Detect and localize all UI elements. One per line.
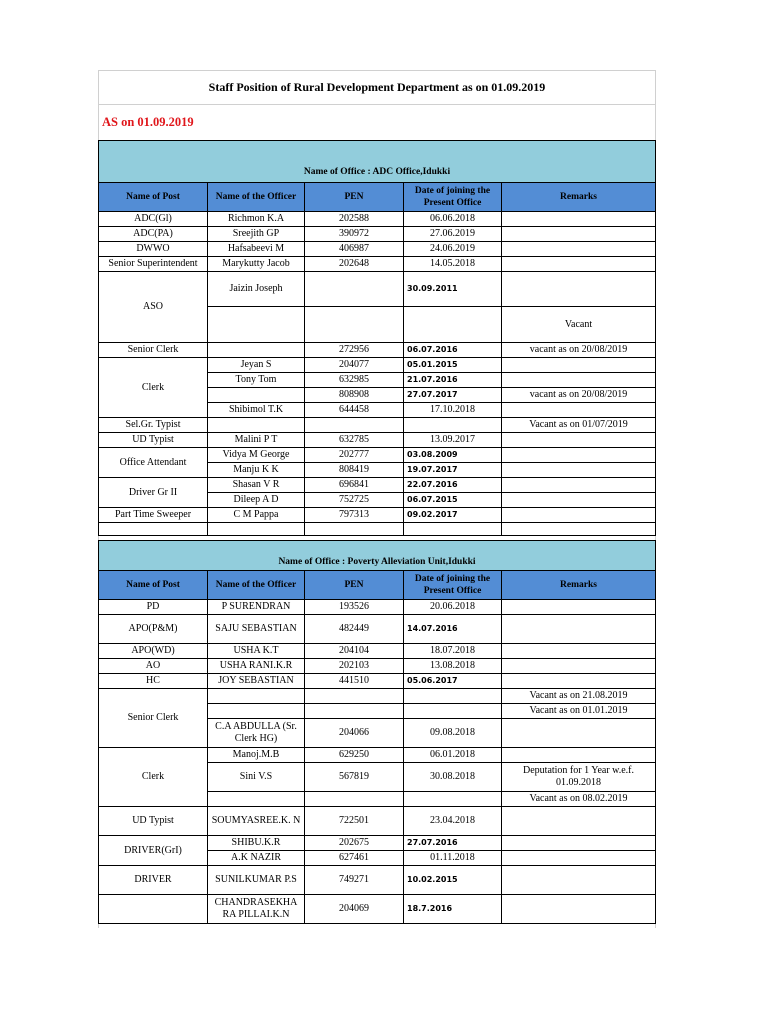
officer-cell: USHA RANI.K.R: [208, 659, 305, 674]
table-row: [99, 212, 656, 227]
post-cell: AO: [99, 659, 208, 674]
table-row: [99, 836, 656, 851]
officer-cell: Sreejith GP: [208, 227, 305, 242]
pen-cell: 204077: [305, 358, 404, 373]
table-row: [99, 242, 656, 257]
doj-cell: 13.09.2017: [404, 433, 502, 448]
remarks-cell: Vacant as on 01.01.2019: [502, 704, 656, 719]
doj-cell: 30.08.2018: [404, 763, 502, 792]
post-cell: APO(WD): [99, 644, 208, 659]
remarks-cell: [502, 257, 656, 272]
officer-cell: Jaizin Joseph: [208, 272, 305, 307]
adc-office-table: [98, 140, 656, 536]
table-row: [99, 227, 656, 242]
remarks-cell: [502, 851, 656, 866]
doj-cell: 22.07.2016: [404, 478, 502, 493]
remarks-cell: Vacant as on 08.02.2019: [502, 792, 656, 807]
pen-cell: 722501: [305, 807, 404, 836]
officer-cell: Malini P T: [208, 433, 305, 448]
pen-cell: 202675: [305, 836, 404, 851]
pen-cell: 204066: [305, 719, 404, 748]
doj-cell: 09.02.2017: [404, 508, 502, 523]
doj-cell: 03.08.2009: [404, 448, 502, 463]
remarks-cell: [502, 463, 656, 478]
officer-cell: P SURENDRAN: [208, 600, 305, 615]
remarks-cell: [502, 600, 656, 615]
officer-cell: Jeyan S: [208, 358, 305, 373]
post-cell: ADC(PA): [99, 227, 208, 242]
officer-cell: Tony Tom: [208, 373, 305, 388]
doj-cell: 01.11.2018: [404, 851, 502, 866]
table-row: [99, 418, 656, 433]
remarks-cell: [502, 373, 656, 388]
doj-cell: 10.02.2015: [404, 866, 502, 895]
doj-cell: [404, 792, 502, 807]
doj-cell: 21.07.2016: [404, 373, 502, 388]
doj-cell: [404, 307, 502, 343]
doj-cell: 05.01.2015: [404, 358, 502, 373]
pen-cell: 193526: [305, 600, 404, 615]
officer-cell: SHIBU.K.R: [208, 836, 305, 851]
remarks-cell: [502, 748, 656, 763]
remarks-cell: [502, 719, 656, 748]
officer-cell: C M Pappa: [208, 508, 305, 523]
pen-cell: [305, 704, 404, 719]
remarks-cell: [502, 836, 656, 851]
officer-cell: SAJU SEBASTIAN: [208, 615, 305, 644]
post-cell: UD Typist: [99, 807, 208, 836]
doj-cell: 06.07.2016: [404, 343, 502, 358]
pen-cell: 627461: [305, 851, 404, 866]
officer-cell: [208, 689, 305, 704]
table-row: [99, 343, 656, 358]
post-cell: Clerk: [99, 748, 208, 807]
officer-cell: CHANDRASEKHA RA PILLAI.K.N: [208, 895, 305, 924]
header-pen: PEN: [305, 183, 404, 212]
doj-cell: 18.7.2016: [404, 895, 502, 924]
post-cell: [99, 895, 208, 924]
remarks-cell: [502, 433, 656, 448]
post-cell: Senior Superintendent: [99, 257, 208, 272]
officer-cell: [208, 307, 305, 343]
office-name-row: [99, 541, 656, 571]
remarks-cell: [502, 227, 656, 242]
pen-cell: 272956: [305, 343, 404, 358]
table-row: [99, 895, 656, 924]
remarks-cell: Vacant as on 01/07/2019: [502, 418, 656, 433]
doj-cell: 23.04.2018: [404, 807, 502, 836]
remarks-cell: [502, 272, 656, 307]
table-row: [99, 272, 656, 307]
table-row: [99, 448, 656, 463]
pen-cell: 632985: [305, 373, 404, 388]
doj-cell: 06.06.2018: [404, 212, 502, 227]
post-cell: APO(P&M): [99, 615, 208, 644]
officer-cell: Shibimol T.K: [208, 403, 305, 418]
as-on-date: AS on 01.09.2019: [102, 114, 194, 129]
post-cell: Office Attendant: [99, 448, 208, 478]
remarks-cell: [502, 674, 656, 689]
officer-cell: SOUMYASREE.K. N: [208, 807, 305, 836]
table-row: [99, 478, 656, 493]
post-cell: HC: [99, 674, 208, 689]
post-cell: Clerk: [99, 358, 208, 418]
remarks-cell: [502, 358, 656, 373]
office-name: Name of Office : Poverty Alleviation Unit,Idukki: [99, 541, 656, 571]
remarks-cell: [502, 866, 656, 895]
officer-cell: [208, 704, 305, 719]
pen-cell: [305, 418, 404, 433]
remarks-cell: [502, 478, 656, 493]
doj-cell: 27.07.2017: [404, 388, 502, 403]
pen-cell: 629250: [305, 748, 404, 763]
post-cell: Driver Gr II: [99, 478, 208, 508]
remarks-cell: [502, 807, 656, 836]
post-cell: ASO: [99, 272, 208, 343]
remarks-cell: [502, 448, 656, 463]
doj-cell: 09.08.2018: [404, 719, 502, 748]
officer-cell: Marykutty Jacob: [208, 257, 305, 272]
remarks-cell: Deputation for 1 Year w.e.f. 01.09.2018: [502, 763, 656, 792]
pen-cell: 202648: [305, 257, 404, 272]
officer-cell: USHA K.T: [208, 644, 305, 659]
pen-cell: 749271: [305, 866, 404, 895]
table-row: [99, 659, 656, 674]
officer-cell: A.K NAZIR: [208, 851, 305, 866]
post-cell: Senior Clerk: [99, 689, 208, 748]
table-row: [99, 615, 656, 644]
header-post: Name of Post: [99, 183, 208, 212]
header-officer: Name of the Officer: [208, 183, 305, 212]
doj-cell: 13.08.2018: [404, 659, 502, 674]
post-cell: DWWO: [99, 242, 208, 257]
doj-cell: 06.01.2018: [404, 748, 502, 763]
post-cell: Sel.Gr. Typist: [99, 418, 208, 433]
table-row: [99, 433, 656, 448]
pen-cell: 204104: [305, 644, 404, 659]
table-row: [99, 866, 656, 895]
remarks-cell: [502, 493, 656, 508]
post-cell: DRIVER(GrI): [99, 836, 208, 866]
pen-cell: 390972: [305, 227, 404, 242]
remarks-cell: [502, 242, 656, 257]
officer-cell: Manoj.M.B: [208, 748, 305, 763]
pen-cell: [305, 307, 404, 343]
officer-cell: JOY SEBASTIAN: [208, 674, 305, 689]
officer-cell: Shasan V R: [208, 478, 305, 493]
remarks-cell: [502, 895, 656, 924]
poverty-alleviation-table: [98, 540, 656, 924]
header-officer: Name of the Officer: [208, 571, 305, 600]
pen-cell: 202588: [305, 212, 404, 227]
table-row: [99, 508, 656, 523]
officer-cell: [208, 418, 305, 433]
doj-cell: 19.07.2017: [404, 463, 502, 478]
officer-cell: Sini V.S: [208, 763, 305, 792]
pen-cell: 567819: [305, 763, 404, 792]
officer-cell: [208, 792, 305, 807]
officer-cell: Vidya M George: [208, 448, 305, 463]
pen-cell: 202777: [305, 448, 404, 463]
pen-cell: 482449: [305, 615, 404, 644]
pen-cell: 808419: [305, 463, 404, 478]
pen-cell: 752725: [305, 493, 404, 508]
remarks-cell: [502, 403, 656, 418]
pen-cell: 797313: [305, 508, 404, 523]
spacer-row: [99, 141, 656, 163]
header-post: Name of Post: [99, 571, 208, 600]
pen-cell: 696841: [305, 478, 404, 493]
pen-cell: [305, 689, 404, 704]
remarks-cell: [502, 644, 656, 659]
pen-cell: 441510: [305, 674, 404, 689]
pen-cell: 204069: [305, 895, 404, 924]
doj-cell: [404, 689, 502, 704]
officer-cell: Hafsabeevi M: [208, 242, 305, 257]
header-remarks: Remarks: [502, 571, 656, 600]
empty-row: [99, 523, 656, 536]
table-row: [99, 644, 656, 659]
remarks-cell: [502, 615, 656, 644]
table-row: [99, 748, 656, 763]
remarks-cell: vacant as on 20/08/2019: [502, 343, 656, 358]
post-cell: UD Typist: [99, 433, 208, 448]
post-cell: Senior Clerk: [99, 343, 208, 358]
doj-cell: 27.07.2016: [404, 836, 502, 851]
office-name: Name of Office : ADC Office,Idukki: [99, 163, 656, 183]
pen-cell: 406987: [305, 242, 404, 257]
doj-cell: 17.10.2018: [404, 403, 502, 418]
remarks-cell: Vacant as on 21.08.2019: [502, 689, 656, 704]
header-doj: Date of joining the Present Office: [404, 571, 502, 600]
pen-cell: 632785: [305, 433, 404, 448]
doj-cell: [404, 418, 502, 433]
officer-cell: [208, 388, 305, 403]
post-cell: PD: [99, 600, 208, 615]
doj-cell: 14.07.2016: [404, 615, 502, 644]
doj-cell: 24.06.2019: [404, 242, 502, 257]
pen-cell: [305, 792, 404, 807]
remarks-cell: [502, 212, 656, 227]
officer-cell: Manju K K: [208, 463, 305, 478]
doj-cell: 14.05.2018: [404, 257, 502, 272]
doj-cell: 20.06.2018: [404, 600, 502, 615]
pen-cell: 808908: [305, 388, 404, 403]
remarks-cell: [502, 508, 656, 523]
table-row: [99, 807, 656, 836]
doj-cell: 18.07.2018: [404, 644, 502, 659]
table-row: [99, 689, 656, 704]
doj-cell: 05.06.2017: [404, 674, 502, 689]
post-cell: Part Time Sweeper: [99, 508, 208, 523]
doj-cell: [404, 704, 502, 719]
table-row: [99, 358, 656, 373]
officer-cell: Dileep A D: [208, 493, 305, 508]
page-title: Staff Position of Rural Development Department as on 01.09.2019: [98, 70, 656, 105]
doj-cell: 06.07.2015: [404, 493, 502, 508]
officer-cell: Richmon K.A: [208, 212, 305, 227]
officer-cell: [208, 343, 305, 358]
table-row: [99, 674, 656, 689]
officer-cell: SUNILKUMAR P.S: [208, 866, 305, 895]
table-row: [99, 257, 656, 272]
office-name-row: [99, 163, 656, 183]
remarks-cell: Vacant: [502, 307, 656, 343]
header-remarks: Remarks: [502, 183, 656, 212]
header-pen: PEN: [305, 571, 404, 600]
table-row: [99, 600, 656, 615]
pen-cell: 202103: [305, 659, 404, 674]
header-row: [99, 183, 656, 212]
doj-cell: 30.09.2011: [404, 272, 502, 307]
remarks-cell: [502, 659, 656, 674]
post-cell: ADC(Gl): [99, 212, 208, 227]
pen-cell: [305, 272, 404, 307]
header-doj: Date of joining the Present Office: [404, 183, 502, 212]
officer-cell: C.A ABDULLA (Sr. Clerk HG): [208, 719, 305, 748]
doj-cell: 27.06.2019: [404, 227, 502, 242]
remarks-cell: vacant as on 20/08/2019: [502, 388, 656, 403]
pen-cell: 644458: [305, 403, 404, 418]
post-cell: DRIVER: [99, 866, 208, 895]
header-row: [99, 571, 656, 600]
